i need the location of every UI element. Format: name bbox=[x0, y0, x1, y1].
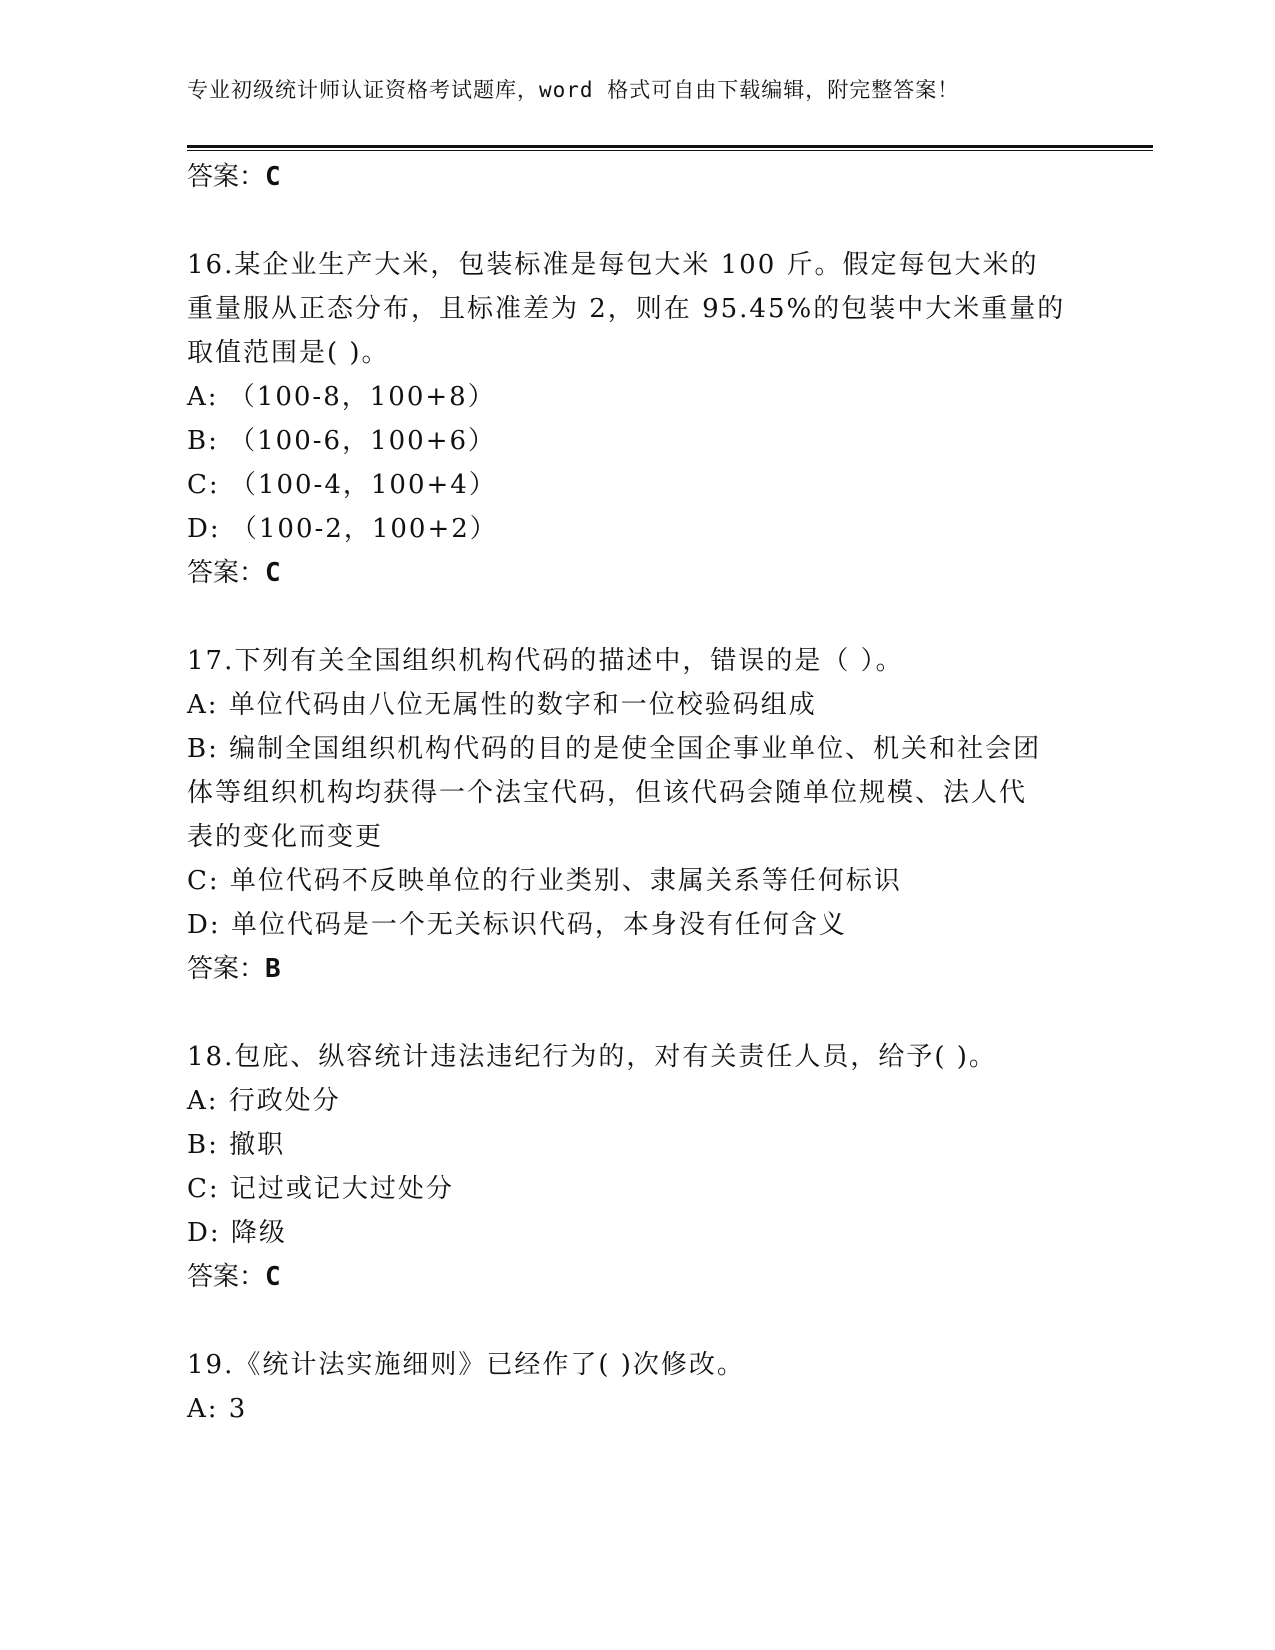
q16-stem-line-1: 16.某企业生产大米，包装标准是每包大米 100 斤。假定每包大米的 bbox=[187, 250, 1039, 280]
q17-option-b-line-1: B: 编制全国组织机构代码的目的是使全国企事业单位、机关和社会团 bbox=[187, 734, 1042, 764]
q16-option-b: B: （100-6，100+6） bbox=[187, 426, 497, 456]
q16-option-a: A: （100-8，100+8） bbox=[187, 382, 496, 412]
answer-label: 答案： bbox=[187, 162, 266, 192]
q17-answer bbox=[187, 952, 281, 986]
answer-label: 答案： bbox=[187, 1262, 266, 1292]
q16-answer bbox=[187, 556, 281, 590]
answer-value: C bbox=[265, 1262, 281, 1292]
header-rule-thick bbox=[187, 145, 1153, 148]
answer-value: C bbox=[265, 162, 281, 192]
answer-label: 答案： bbox=[187, 558, 266, 588]
q18-option-d: D: 降级 bbox=[187, 1218, 287, 1248]
q17-option-c: C: 单位代码不反映单位的行业类别、隶属关系等任何标识 bbox=[187, 866, 902, 896]
q18-option-a: A: 行政处分 bbox=[187, 1086, 341, 1116]
q17-option-a: A: 单位代码由八位无属性的数字和一位校验码组成 bbox=[187, 690, 817, 720]
q18-option-b: B: 撤职 bbox=[187, 1130, 286, 1160]
q16-stem-line-2: 重量服从正态分布，且标准差为 2，则在 95.45%的包装中大米重量的 bbox=[187, 294, 1066, 324]
answer-label: 答案： bbox=[187, 954, 266, 984]
answer-value: B bbox=[265, 954, 281, 984]
q19-option-a: A: 3 bbox=[187, 1394, 248, 1424]
answer-prev bbox=[187, 160, 281, 194]
q17-option-b-line-3: 表的变化而变更 bbox=[187, 822, 384, 852]
q19-stem-line-1: 19.《统计法实施细则》已经作了( )次修改。 bbox=[187, 1350, 745, 1380]
q17-stem-line-1: 17.下列有关全国组织机构代码的描述中，错误的是（ ）。 bbox=[187, 646, 904, 676]
page-header: 专业初级统计师认证资格考试题库，word 格式可自由下载编辑，附完整答案！ bbox=[187, 78, 960, 102]
answer-value: C bbox=[265, 558, 281, 588]
q16-option-c: C: （100-4，100+4） bbox=[187, 470, 497, 500]
q16-stem-line-3: 取值范围是( )。 bbox=[187, 338, 390, 368]
q18-option-c: C: 记过或记大过处分 bbox=[187, 1174, 454, 1204]
q17-option-d: D: 单位代码是一个无关标识代码，本身没有任何含义 bbox=[187, 910, 847, 940]
q17-option-b-line-2: 体等组织机构均获得一个法宝代码，但该代码会随单位规模、法人代 bbox=[187, 778, 1028, 808]
q18-answer bbox=[187, 1260, 281, 1294]
header-rule-thin bbox=[187, 150, 1153, 151]
q16-option-d: D: （100-2，100+2） bbox=[187, 514, 498, 544]
q18-stem-line-1: 18.包庇、纵容统计违法违纪行为的，对有关责任人员，给予( )。 bbox=[187, 1042, 997, 1072]
